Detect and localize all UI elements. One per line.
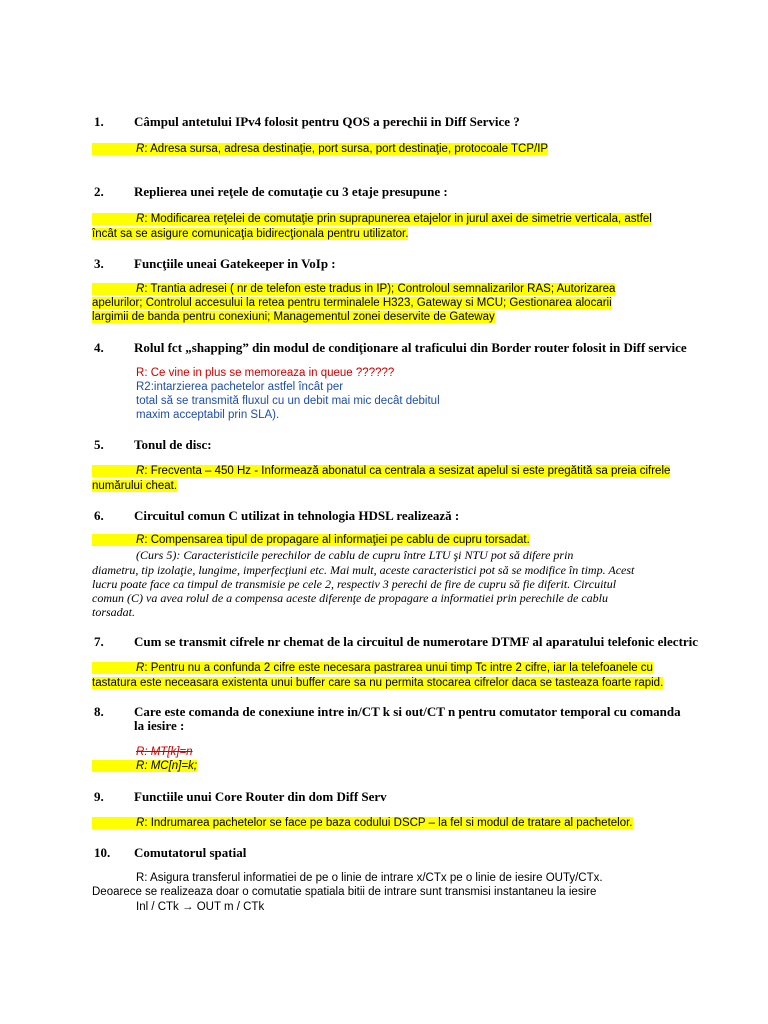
answer-5-line-2	[92, 480, 177, 492]
question-number: 4.	[94, 340, 104, 355]
question-6	[94, 508, 459, 524]
answer-text: largimii de banda pentru conexiuni; Managementul zonei deservite de Gateway	[92, 311, 495, 323]
answer-text: apelurilor; Controlul accesului la retea pentru terminalele H323, Gateway si MCU; Gestionarea alocarii	[92, 297, 612, 309]
answer-text: : Compensarea tipul de propagare al informaţiei pe cablu de cupru torsadat.	[144, 534, 530, 546]
answer-text: : Frecventa – 450 Hz - Informează abonatul ca centrala a sesizat apelul si este pregătită sa preia cifrele	[144, 465, 671, 477]
answer-7-line-1	[92, 662, 653, 674]
answer-prefix: R	[136, 465, 145, 477]
question-3	[94, 256, 336, 272]
answer-10-line-3: Inl / CTk → OUT m / CTk	[136, 901, 265, 913]
answer-6-line-4: lucru poate face ca timpul de transmisie pe cele 2, respectiv 3 perechi de fire de cupru să fie diferit. Circuitul	[92, 577, 617, 591]
question-title: Circuitul comun C utilizat in tehnologia HDSL realizează :	[134, 508, 460, 523]
answer-2-line-2	[92, 228, 408, 240]
question-5	[94, 437, 212, 453]
answer-6-line-2: (Curs 5): Caracteristicile perechilor de cablu de cupru între LTU şi NTU pot să difere prin	[136, 548, 574, 562]
answer-text: : Adresa sursa, adresa destinaţie, port sursa, port destinaţie, protocoale TCP/IP	[144, 143, 549, 155]
answer-text: tastatura este neceasara existenta unui buffer care sa nu permita stocarea cifrelor daca se tasteaza foarte rapid.	[92, 677, 664, 689]
answer-text: : Trantia adresei ( nr de telefon este tradus in IP); Controloul semnalizarilor RAS; Autorizarea	[144, 283, 616, 295]
question-title: Replierea unei reţele de comutaţie cu 3 etaje presupune :	[134, 184, 448, 199]
answer-prefix: R	[136, 367, 145, 379]
question-title: Tonul de disc:	[134, 437, 212, 452]
answer-prefix: R	[136, 143, 145, 155]
answer-prefix: R	[136, 283, 145, 295]
answer-10-line-2: Deoarece se realizeaza doar o comutatie spatiala bitii de intrare sunt transmisi instantaneu la iesire	[92, 886, 597, 898]
question-title: Câmpul antetului IPv4 folosit pentru QOS a perechii in Diff Service ?	[134, 114, 520, 129]
question-7	[94, 634, 698, 650]
answer-prefix: R	[136, 534, 145, 546]
answer-3-line-2	[92, 297, 612, 309]
answer-4-line-2: R2:intarzierea pachetelor astfel încât per	[136, 381, 344, 393]
answer-text: numărului cheat.	[92, 480, 178, 492]
question-9	[94, 789, 387, 805]
question-title: Cum se transmit cifrele nr chemat de la circuitul de numerotare DTMF al aparatului telefonic electric	[134, 634, 699, 649]
question-10	[94, 845, 246, 861]
answer-6-line-5: comun (C) va avea rolul de a compensa aceste diferenţe de propagare a informatiei prin perechile de cablu	[92, 591, 608, 605]
answer-10-line-1: R: Asigura transferul informatiei de pe o linie de intrare x/CTx pe o linie de iesire OUTy/CTx.	[136, 872, 603, 884]
answer-6-line-3: diametru, tip izolaţie, lungime, imperfecţiuni etc. Mai mult, aceste caracteristici pot să se modifice în timp. Acest	[92, 563, 635, 577]
answer-prefix: R	[136, 662, 145, 674]
question-number: 1.	[94, 114, 104, 129]
answer-8-line-1	[92, 746, 193, 758]
answer-text: : MC[n]=k;	[144, 760, 198, 772]
answer-4-line-3: total să se transmită fluxul cu un debit mai mic decât debitul	[136, 395, 440, 407]
answer-4-line-4: maxim acceptabil prin SLA).	[136, 409, 280, 421]
question-number: 3.	[94, 256, 104, 271]
answer-prefix: R	[136, 817, 145, 829]
answer-prefix: R	[136, 746, 145, 758]
question-title: Care este comanda de conexiune intre in/CT k si out/CT n pentru comutator temporal cu comanda	[134, 704, 681, 719]
answer-6-line-6: torsadat.	[92, 605, 136, 619]
answer-text: : Ce vine in plus se memoreaza in queue ??????	[144, 367, 395, 379]
answer-4-line-1	[136, 367, 394, 379]
answer-6-line-1	[92, 534, 530, 546]
answer-2-line-1	[92, 213, 652, 225]
question-title: Functiile unui Core Router din dom Diff Serv	[134, 789, 387, 804]
question-number: 10.	[94, 845, 111, 860]
question-8-continued: la iesire :	[134, 718, 185, 733]
answer-text: încât sa se asigure comunicaţia bidirecţionala pentru utilizator.	[92, 228, 409, 240]
answer-prefix: R	[136, 213, 145, 225]
answer-3-line-3	[92, 311, 495, 323]
question-1	[94, 114, 520, 130]
answer-5-line-1	[92, 465, 670, 477]
answer-highlight	[92, 143, 548, 155]
answer-1	[92, 143, 548, 155]
question-title: Rolul fct „shapping” din modul de condiţionare al traficului din Border router folosit in Diff service	[134, 340, 687, 355]
answer-text: : Indrumarea pachetelor se face pe baza codului DSCP – la fel si modul de tratare al pachetelor.	[144, 817, 633, 829]
answer-7-line-2	[92, 677, 663, 689]
question-number: 8.	[94, 704, 104, 719]
answer-8-line-2	[92, 760, 197, 772]
question-number: 2.	[94, 184, 104, 199]
answer-3-line-1	[92, 283, 615, 295]
answer-text: : MT[k]=n	[144, 746, 193, 758]
question-4	[94, 340, 687, 356]
question-title: Comutatorul spatial	[134, 845, 247, 860]
question-number: 5.	[94, 437, 104, 452]
answer-text: : Modificarea reţelei de comutaţie prin suprapunerea etajelor in jurul axei de simetrie verticala, astfel	[144, 213, 652, 225]
question-2	[94, 184, 448, 200]
question-number: 9.	[94, 789, 104, 804]
question-title: Funcţiile uneai Gatekeeper in VoIp :	[134, 256, 336, 271]
answer-prefix: R	[136, 760, 145, 772]
question-number: 6.	[94, 508, 104, 523]
question-number: 7.	[94, 634, 104, 649]
answer-9	[92, 817, 633, 829]
answer-text: : Pentru nu a confunda 2 cifre este necesara pastrarea unui timp Tc intre 2 cifre, iar la telefoanele cu	[144, 662, 653, 674]
